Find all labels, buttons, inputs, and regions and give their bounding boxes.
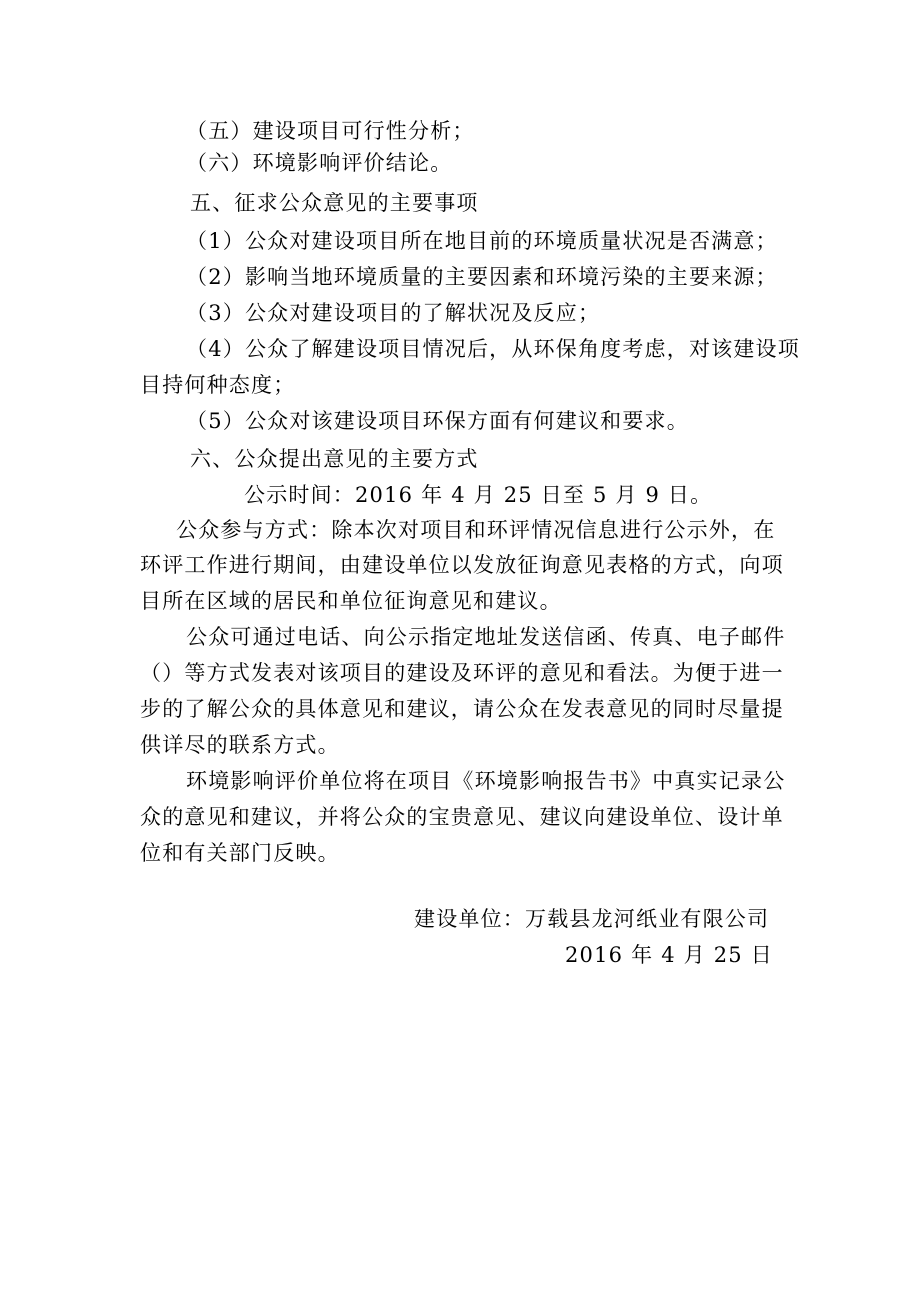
contact-methods-line-1: 公众可通过电话、向公示指定地址发送信函、传真、电子邮件 — [186, 625, 786, 649]
signature-date: 2016 年 4 月 25 日 — [565, 943, 773, 967]
contact-methods-line-3: 步的了解公众的具体意见和建议，请公众在发表意见的同时尽量提 — [140, 697, 784, 721]
section-heading-six: 六、公众提出意见的主要方式 — [190, 447, 479, 471]
record-statement-line-1: 环境影响评价单位将在项目《环境影响报告书》中真实记录公 — [186, 769, 786, 793]
question-4-line-2: 目持何种态度； — [140, 373, 296, 397]
participation-line-1: 公众参与方式：除本次对项目和环评情况信息进行公示外，在 — [176, 518, 776, 542]
question-5: （5）公众对该建设项目环保方面有何建议和要求。 — [186, 409, 689, 433]
item-six-conclusion: （六）环境影响评价结论。 — [186, 151, 453, 175]
question-1: （1）公众对建设项目所在地目前的环境质量状况是否满意； — [186, 229, 778, 253]
question-4-line-1: （4）公众了解建设项目情况后，从环保角度考虑，对该建设项 — [186, 337, 800, 361]
record-statement-line-2: 众的意见和建议，并将公众的宝贵意见、建议向建设单位、设计单 — [140, 805, 784, 829]
record-statement-line-3: 位和有关部门反映。 — [140, 841, 340, 865]
contact-methods-line-4: 供详尽的联系方式。 — [140, 733, 340, 757]
signature-unit: 建设单位：万载县龙河纸业有限公司 — [414, 907, 770, 931]
participation-line-3: 目所在区域的居民和单位征询意见和建议。 — [140, 589, 562, 613]
section-heading-five: 五、征求公众意见的主要事项 — [190, 191, 479, 215]
item-five-feasibility: （五）建设项目可行性分析； — [186, 119, 475, 143]
contact-methods-line-2: （）等方式发表对该项目的建设及环评的意见和看法。为便于进一 — [140, 661, 784, 685]
participation-line-2: 环评工作进行期间，由建设单位以发放征询意见表格的方式，向项 — [140, 553, 784, 577]
question-2: （2）影响当地环境质量的主要因素和环境污染的主要来源； — [186, 265, 778, 289]
question-3: （3）公众对建设项目的了解状况及反应； — [186, 301, 601, 325]
notice-period: 公示时间：2016 年 4 月 25 日至 5 月 9 日。 — [244, 483, 713, 507]
